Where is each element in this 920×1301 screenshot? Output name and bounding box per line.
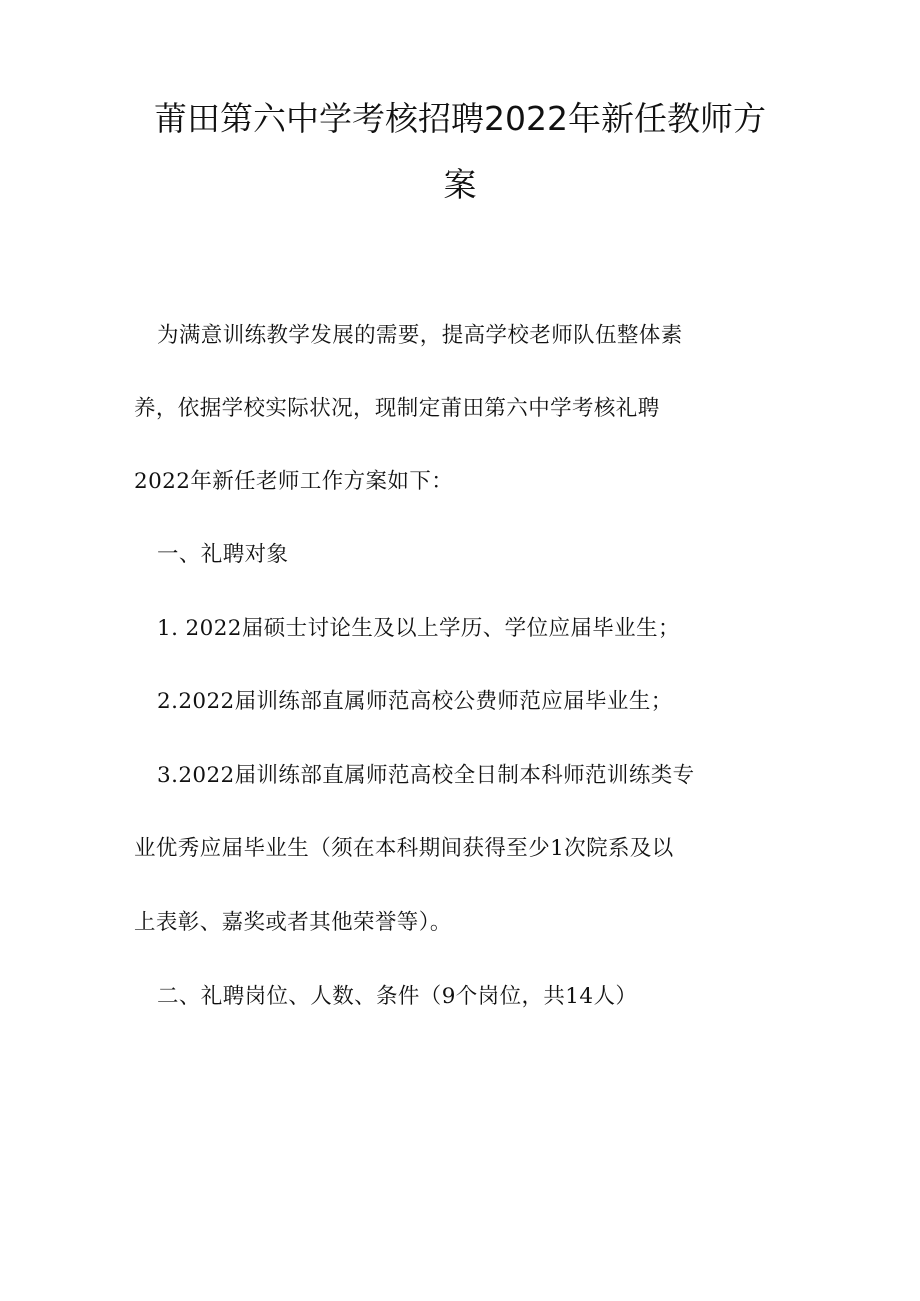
- intro-paragraph-line-1: 为满意训练教学发展的需要，提高学校老师队伍整体素: [157, 323, 683, 348]
- list-item-3-line-2: 业优秀应届毕业生（须在本科期间获得至少1次院系及以: [134, 836, 674, 861]
- intro-paragraph-line-2: 养，依据学校实际状况，现制定莆田第六中学考核礼聘: [134, 396, 660, 421]
- list-item-1: 1. 2022届硕士讨论生及以上学历、学位应届毕业生；: [157, 616, 680, 641]
- section-heading-positions: 二、礼聘岗位、人数、条件（9个岗位，共14人）: [157, 984, 638, 1009]
- list-item-2: 2.2022届训练部直属师范高校公费师范应届毕业生；: [157, 689, 673, 714]
- section-heading-recruitment-targets: 一、礼聘对象: [157, 542, 289, 567]
- list-item-3-line-1: 3.2022届训练部直属师范高校全日制本科师范训练类专: [157, 763, 695, 788]
- list-item-3-line-3: 上表彰、嘉奖或者其他荣誉等）。: [134, 910, 452, 935]
- intro-paragraph-line-3: 2022年新任老师工作方案如下：: [134, 469, 454, 494]
- document-title-line-1: 莆田第六中学考核招聘2022年新任教师方: [154, 99, 766, 138]
- document-title-line-2: 案: [443, 165, 477, 204]
